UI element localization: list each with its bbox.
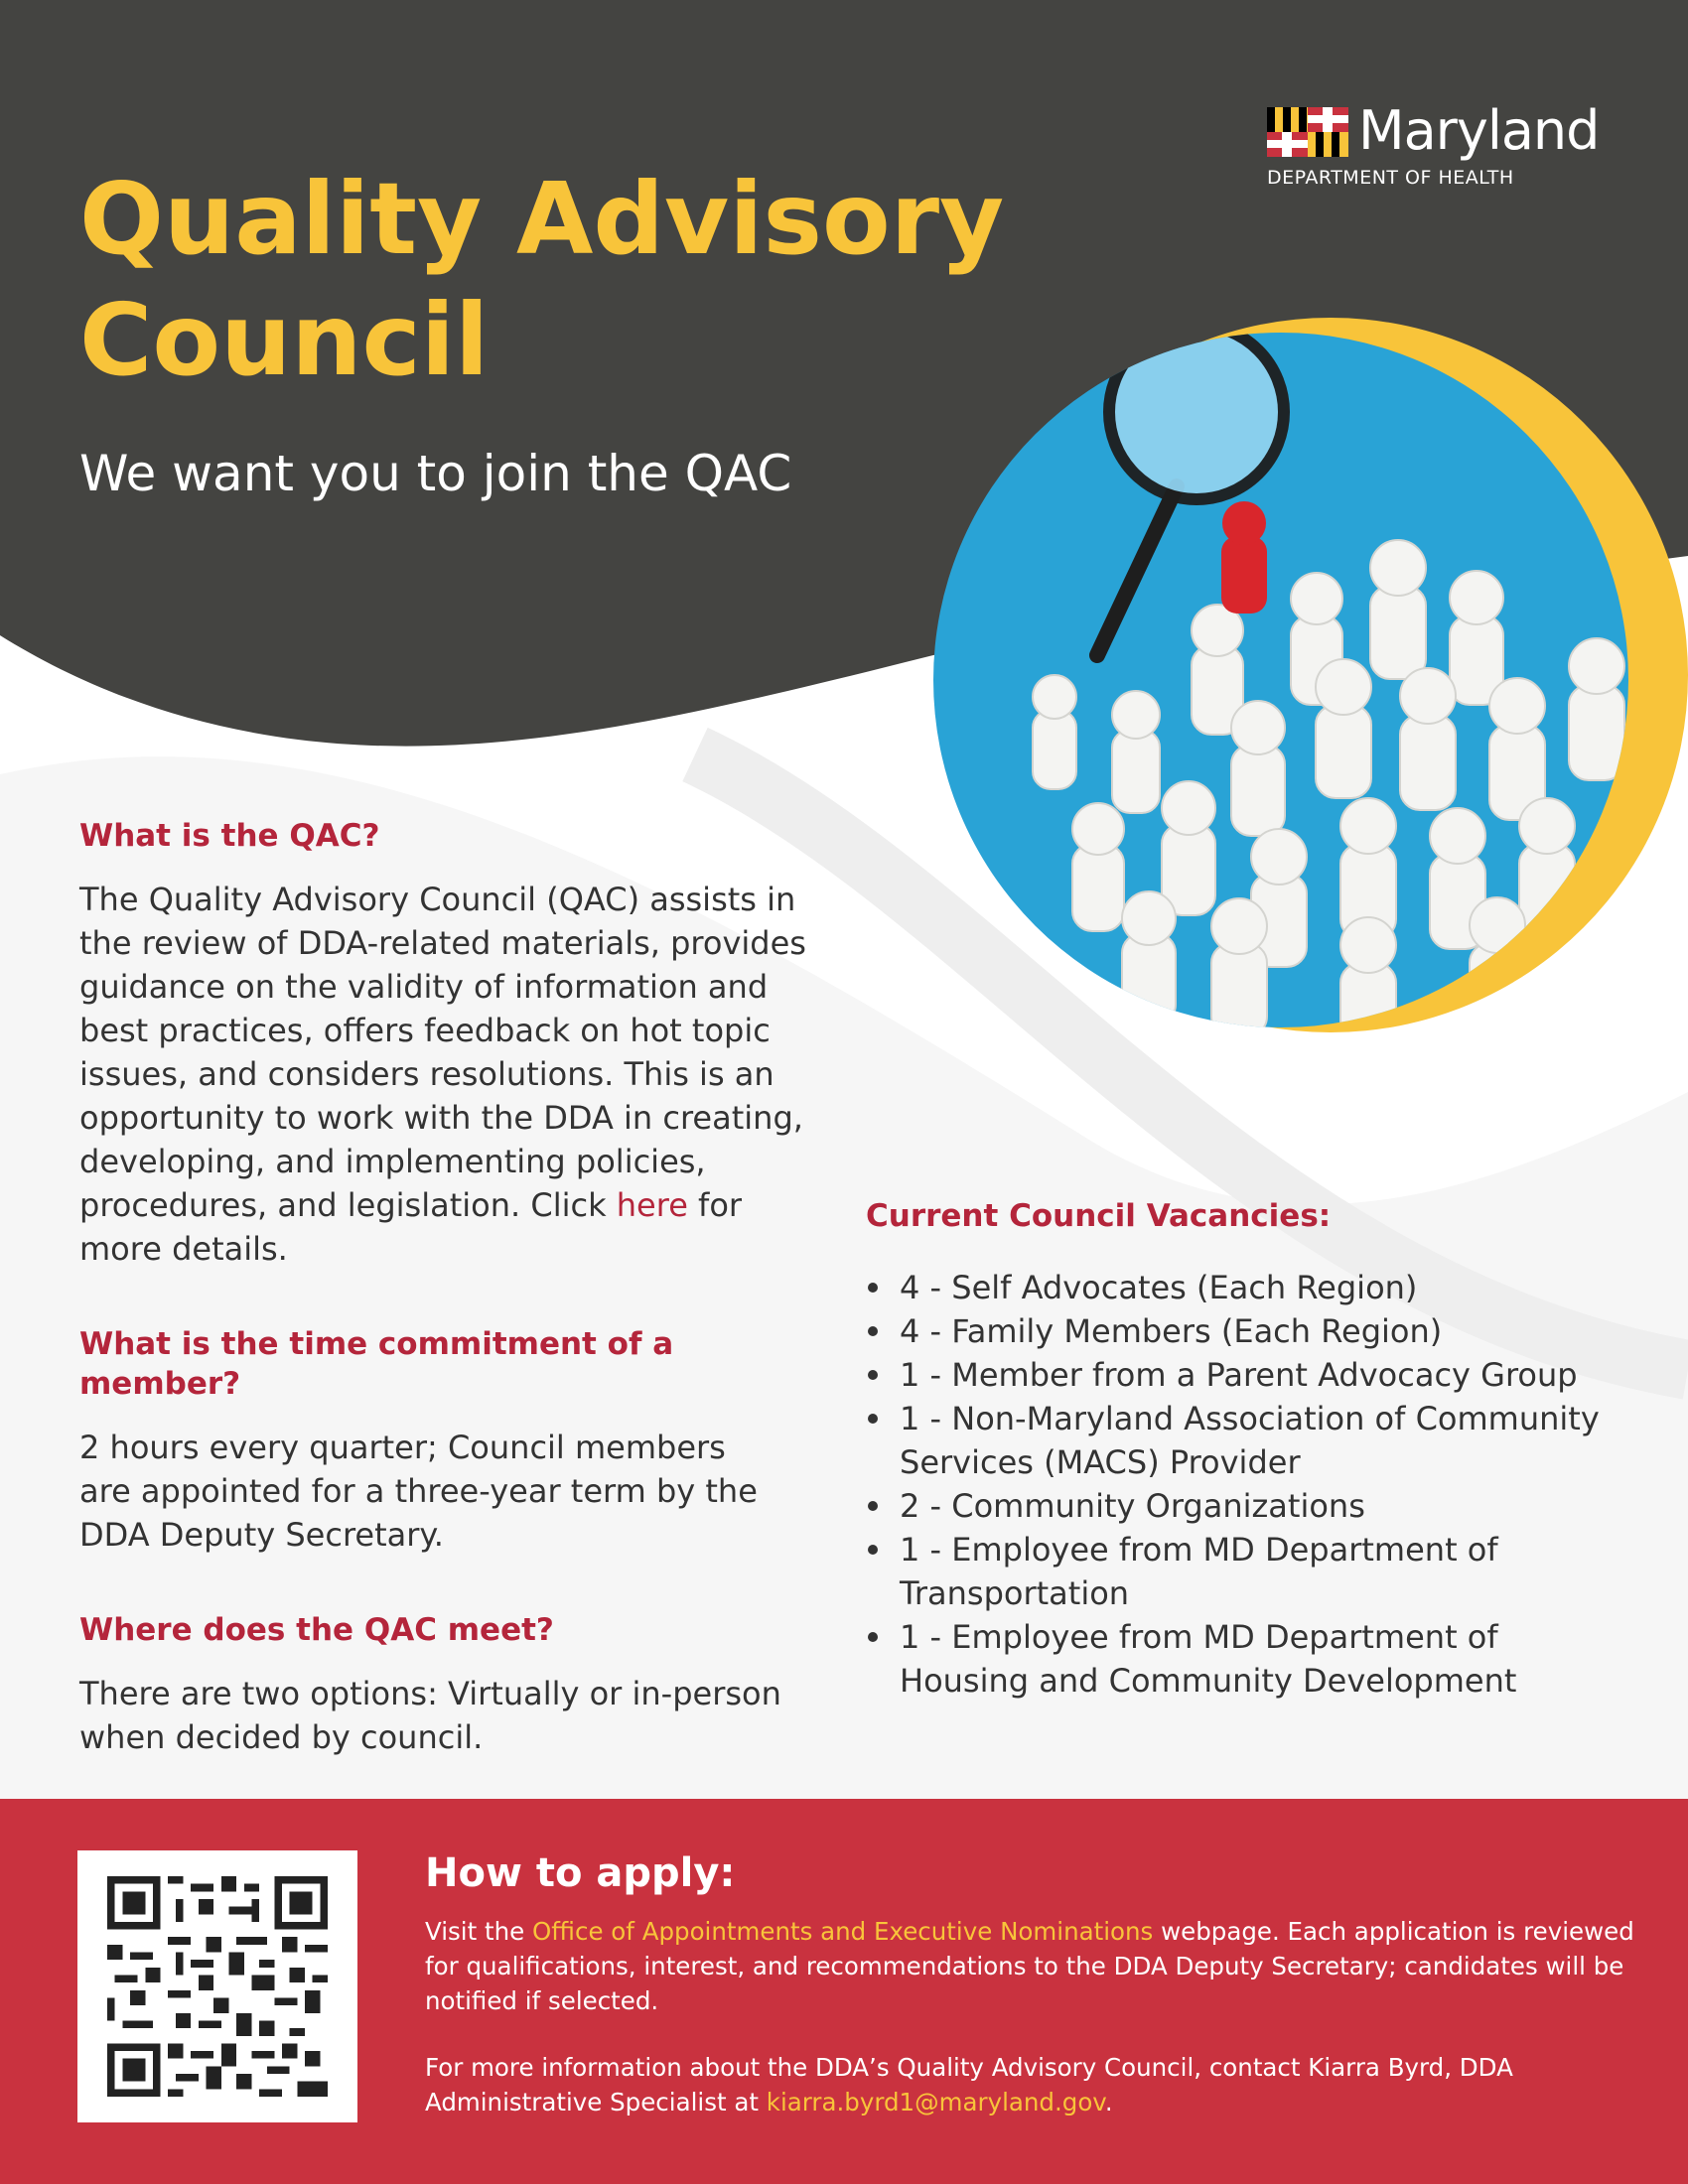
logo-state-name: Maryland — [1358, 99, 1600, 162]
apply-paragraph-1 — [425, 1914, 1646, 2018]
list-item-text: 1 - Non-Maryland Association of Community Services (MACS) Provider — [900, 1400, 1600, 1481]
qr-code-icon — [107, 1876, 328, 2097]
what-is-text-end: for more details. — [79, 1186, 743, 1268]
what-is-body — [79, 878, 834, 1271]
list-item-text: 4 - Family Members (Each Region) — [900, 1312, 1443, 1350]
vacancies-list — [866, 1266, 1620, 1703]
list-item-text: 1 - Member from a Parent Advocacy Group — [900, 1356, 1578, 1394]
time-commitment-body: 2 hours every quarter; Council members are appointed for a three-year term by the DDA Deputy Secretary. — [79, 1429, 758, 1554]
apply-text-2: webpage. Each application is reviewed for qualifications, interest, and recommendations to the DDA Deputy Secretary; candidates will be notified if selected. — [425, 1917, 1634, 2015]
list-item — [866, 1528, 1620, 1615]
page-title: Quality Advisory Council — [79, 161, 1005, 398]
vacancies-heading: Current Council Vacancies: — [866, 1198, 1332, 1234]
what-is-text: The Quality Advisory Council (QAC) assists in the review of DDA-related materials, provides guidance on the validity of information and best practices, offers feedback on hot topic issues, and considers resolutions. This is an opportunity to work with the DDA in creating, developing, and implementing policies, procedures, and legislation. Click — [79, 881, 806, 1224]
qr-code[interactable] — [77, 1850, 357, 2122]
apply-paragraph-2 — [425, 2050, 1646, 2119]
contact-text-end: . — [1104, 2088, 1113, 2116]
list-item-text: 4 - Self Advocates (Each Region) — [900, 1269, 1418, 1306]
info-column — [79, 816, 834, 1759]
maryland-flag-icon — [1267, 107, 1348, 157]
time-commitment-heading: What is the time commitment of a member? — [79, 1326, 674, 1402]
list-item — [866, 1309, 1620, 1353]
list-item-text: 1 - Employee from MD Department of Transportation — [900, 1531, 1498, 1612]
contact-text: For more information about the DDA’s Quality Advisory Council, contact Kiarra Byrd, DDA Administrative Specialist at — [425, 2053, 1513, 2116]
list-item-text: 2 - Community Organizations — [900, 1487, 1365, 1525]
here-link[interactable]: here — [616, 1186, 688, 1224]
apply-footer — [0, 1799, 1688, 2184]
apply-text-1: Visit the — [425, 1917, 532, 1946]
maryland-health-logo — [1267, 99, 1605, 199]
what-is-heading: What is the QAC? — [79, 818, 380, 854]
list-item-text: 1 - Employee from MD Department of Housing and Community Development — [900, 1618, 1517, 1700]
contact-email-link[interactable]: kiarra.byrd1@maryland.gov — [766, 2088, 1105, 2116]
list-item — [866, 1484, 1620, 1528]
logo-department: DEPARTMENT OF HEALTH — [1267, 167, 1514, 189]
list-item — [866, 1266, 1620, 1309]
meeting-heading: Where does the QAC meet? — [79, 1612, 554, 1648]
magnifying-glass-photo — [914, 288, 1688, 1072]
apply-heading: How to apply: — [425, 1850, 736, 1896]
meeting-body: There are two options: Virtually or in-person when decided by council. — [79, 1675, 781, 1756]
page-subtitle: We want you to join the QAC — [79, 445, 792, 502]
vacancies-column — [866, 1196, 1620, 1703]
list-item — [866, 1615, 1620, 1703]
list-item — [866, 1353, 1620, 1397]
list-item — [866, 1397, 1620, 1484]
apply-text — [425, 1850, 1646, 2119]
appointments-link[interactable]: Office of Appointments and Executive Nominations — [532, 1917, 1154, 1946]
